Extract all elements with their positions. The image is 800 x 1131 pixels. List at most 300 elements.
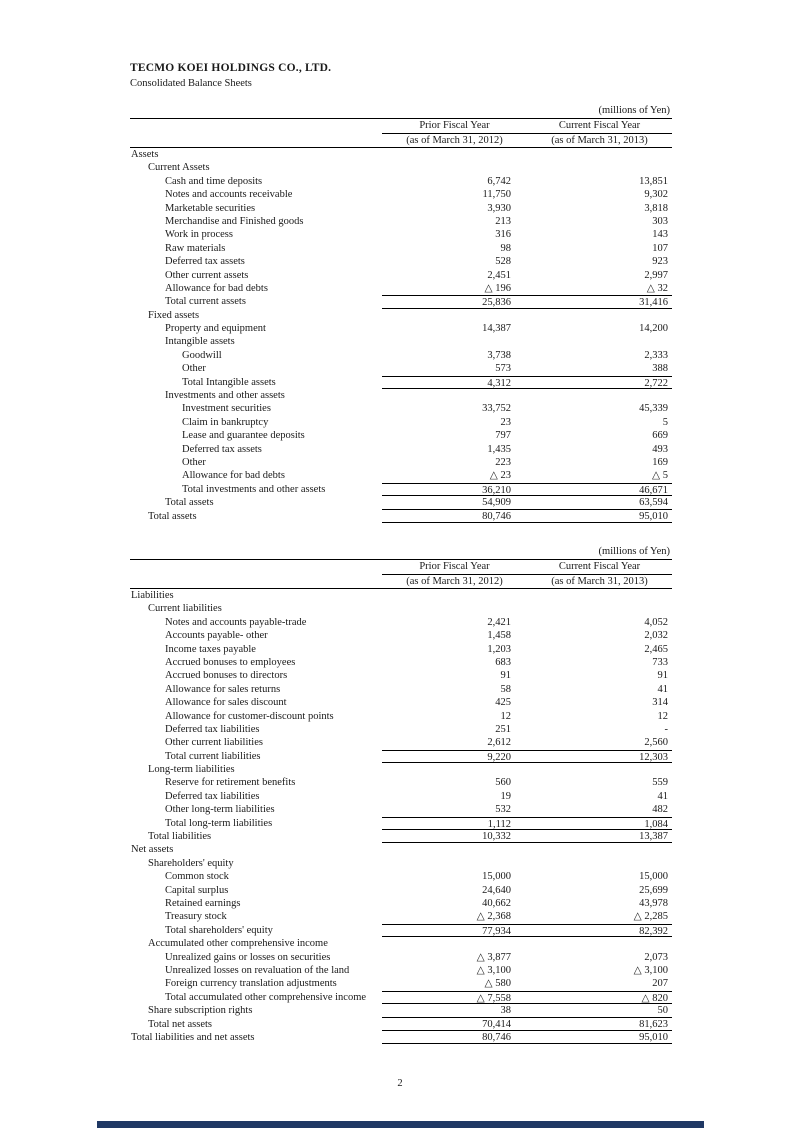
row-values [382,991,672,1004]
table-row [130,790,672,803]
row-values [382,188,672,201]
prior-value: 528 [495,256,511,268]
table-row [130,242,672,255]
row-label: Fixed assets [148,309,200,321]
prior-value: 683 [495,656,511,668]
current-value: 43,978 [639,897,668,909]
current-value: 143 [652,229,668,241]
row-label: Accumulated other comprehensive income [148,938,328,950]
prior-value: 3,738 [487,349,511,361]
row-values [382,817,672,830]
row-label: Raw materials [165,242,226,254]
table-row [130,723,672,736]
prior-value: 1,203 [487,643,511,655]
row-values [382,215,672,228]
row-values [382,148,672,161]
prior-value: 36,210 [482,484,511,496]
current-value: 25,699 [639,884,668,896]
row-values [382,723,672,736]
current-value: 41 [657,683,668,695]
prior-year-header: Prior Fiscal Year [419,561,490,572]
row-label: Claim in bankruptcy [182,416,269,428]
prior-value: 213 [495,215,511,227]
table-row [130,1018,672,1031]
row-label: Notes and accounts payable-trade [165,616,307,628]
current-value: △ 2,285 [633,911,668,923]
row-label: Total current assets [165,296,246,308]
row-label: Current liabilities [148,603,222,615]
table-row [130,175,672,188]
table-row [130,951,672,964]
row-values [382,951,672,964]
prior-value: 80,746 [482,1031,511,1043]
row-label: Unrealized gains or losses on securities [165,951,331,963]
row-label: Total liabilities and net assets [131,1031,255,1043]
table-row [130,510,672,523]
prior-value: 1,112 [487,818,511,830]
current-value: 303 [652,215,668,227]
row-label: Net assets [131,844,174,856]
table-row [130,376,672,389]
row-label: Cash and time deposits [165,175,263,187]
table-row [130,389,672,402]
row-label: Deferred tax liabilities [165,790,260,802]
row-values [382,964,672,977]
prior-value [382,937,527,950]
row-label: Notes and accounts receivable [165,189,293,201]
table-row [130,817,672,830]
row-label: Goodwill [182,349,222,361]
current-value: 31,416 [639,297,668,309]
prior-value: 797 [495,430,511,442]
row-values [382,776,672,789]
table-row [130,710,672,723]
prior-value: 70,414 [482,1018,511,1030]
current-year-header: Current Fiscal Year [558,561,641,572]
current-value: 1,084 [644,818,668,830]
row-values [382,616,672,629]
table-row [130,416,672,429]
current-value: 13,851 [639,175,668,187]
prior-value: 23 [500,416,511,428]
table-row [130,215,672,228]
row-values [382,602,672,615]
row-label: Investments and other assets [165,390,285,402]
table-row [130,269,672,282]
row-values [382,269,672,282]
row-values [382,910,672,923]
row-values [382,937,672,950]
current-value: 95,010 [639,1031,668,1043]
row-label: Total net assets [148,1018,212,1030]
prior-value: 25,836 [482,297,511,309]
current-value: 2,560 [644,737,668,749]
prior-value: 2,421 [487,616,511,628]
current-year-header: Current Fiscal Year [558,120,641,131]
table-row [130,202,672,215]
row-label: Property and equipment [165,323,266,335]
row-values [382,1004,672,1017]
row-values [382,242,672,255]
row-values [382,790,672,803]
row-values [382,389,672,402]
row-values [382,175,672,188]
table-row [130,295,672,308]
table-row [130,188,672,201]
row-values [382,429,672,442]
liabilities-table-header [130,559,672,589]
row-values [382,335,672,348]
table-row [130,696,672,709]
row-label: Total accumulated other comprehensive income [165,991,367,1003]
current-value: 314 [652,697,668,709]
row-values [382,456,672,469]
row-label: Merchandise and Finished goods [165,215,304,227]
prior-value [382,148,527,161]
current-value: 2,032 [644,630,668,642]
current-value: 95,010 [639,510,668,522]
current-value: 81,623 [639,1018,668,1030]
current-value: 63,594 [639,497,668,509]
units-label: (millions of Yen) [598,546,670,557]
table-row [130,309,672,322]
current-value [527,763,672,776]
table-row [130,964,672,977]
row-values [382,161,672,174]
current-value: 207 [652,978,668,990]
liabilities-rows [130,589,672,1044]
current-value [527,602,672,615]
current-value: 91 [657,670,668,682]
current-value [527,857,672,870]
prior-value: 24,640 [482,884,511,896]
current-value: 669 [652,430,668,442]
row-values [382,309,672,322]
assets-rows [130,148,672,523]
prior-value: 10,332 [482,831,511,843]
table-row [130,870,672,883]
row-label: Total assets [148,510,197,522]
current-value [527,309,672,322]
current-value: 2,073 [644,951,668,963]
table-row [130,616,672,629]
document-title: Consolidated Balance Sheets [130,78,252,89]
prior-value: 223 [495,456,511,468]
row-values [382,322,672,335]
row-values [382,696,672,709]
row-label: Accrued bonuses to employees [165,656,296,668]
prior-value: 98 [500,242,511,254]
row-label: Intangible assets [165,336,235,348]
current-value: 12 [657,710,668,722]
header-columns [382,560,672,588]
current-value: 9,302 [644,189,668,201]
row-values [382,870,672,883]
prior-value [382,843,527,856]
prior-year-header: Prior Fiscal Year [419,120,490,131]
table-row [130,884,672,897]
row-values [382,803,672,816]
table-row [130,349,672,362]
row-values [382,656,672,669]
table-row [130,910,672,923]
current-value: 923 [652,256,668,268]
row-label: Capital surplus [165,884,229,896]
table-row [130,656,672,669]
prior-value: 11,750 [482,189,511,201]
current-value [527,843,672,856]
row-values [382,736,672,749]
table-row [130,1004,672,1017]
table-row [130,803,672,816]
current-year-date: (as of March 31, 2013) [551,134,648,146]
current-value: 46,671 [639,484,668,496]
assets-table [130,104,672,523]
row-label: Other long-term liabilities [165,804,275,816]
prior-value [382,589,527,602]
row-values [382,510,672,523]
prior-value: △ 7,558 [476,992,511,1004]
prior-value: 15,000 [482,871,511,883]
row-label: Reserve for retirement benefits [165,777,296,789]
prior-value: △ 3,877 [476,951,511,963]
prior-value: 2,451 [487,269,511,281]
row-values [382,202,672,215]
row-label: Current Assets [148,162,210,174]
prior-value: 33,752 [482,403,511,415]
prior-value: 40,662 [482,897,511,909]
current-value [527,148,672,161]
current-value: △ 32 [646,282,668,294]
prior-value [382,309,527,322]
table-row [130,335,672,348]
row-values [382,295,672,308]
current-value: 5 [662,416,668,428]
prior-value: 425 [495,697,511,709]
row-label: Long-term liabilities [148,764,235,776]
table-row [130,456,672,469]
prior-value: △ 2,368 [476,911,511,923]
page-number: 2 [397,1078,403,1089]
row-label: Allowance for customer-discount points [165,710,334,722]
prior-value: 560 [495,777,511,789]
row-values [382,376,672,389]
row-label: Total Intangible assets [182,376,276,388]
current-value: 14,200 [639,323,668,335]
current-value: △ 5 [652,470,668,482]
prior-value: 6,742 [487,175,511,187]
row-values [382,857,672,870]
current-value: 50 [657,1005,668,1017]
row-values [382,643,672,656]
row-values [382,710,672,723]
table-row [130,282,672,295]
row-label: Other [182,456,206,468]
prior-value: 3,930 [487,202,511,214]
current-year-date: (as of March 31, 2013) [551,575,648,587]
row-label: Total investments and other assets [182,483,326,495]
units-label: (millions of Yen) [598,105,670,116]
row-label: Liabilities [131,590,174,601]
table-row [130,937,672,950]
prior-value: △ 23 [489,470,511,482]
table-row [130,924,672,937]
prior-value [382,763,527,776]
current-value [527,161,672,174]
current-value [527,937,672,950]
prior-value: 19 [500,790,511,802]
table-row [130,161,672,174]
current-value: 493 [652,443,668,455]
row-label: Accrued bonuses to directors [165,670,288,682]
liabilities-net-assets-table [130,545,672,1044]
row-label: Assets [131,149,159,160]
prior-value: 58 [500,683,511,695]
table-row [130,602,672,615]
prior-value: 4,312 [487,377,511,389]
table-row [130,496,672,509]
row-label: Marketable securities [165,202,256,214]
prior-value: 14,387 [482,323,511,335]
prior-year-date: (as of March 31, 2012) [406,134,503,146]
row-label: Other current assets [165,269,249,281]
table-row [130,322,672,335]
row-label: Unrealized losses on revaluation of the land [165,964,350,976]
row-values [382,469,672,482]
row-label: Accounts payable- other [165,630,268,642]
row-values [382,349,672,362]
table-row [130,589,672,602]
current-value [527,589,672,602]
prior-value: 316 [495,229,511,241]
prior-value [382,335,527,348]
row-values [382,830,672,843]
table-row [130,977,672,990]
prior-value [382,389,527,402]
row-values [382,683,672,696]
row-label: Deferred tax liabilities [165,723,260,735]
current-value: △ 3,100 [633,964,668,976]
current-value: 2,722 [644,377,668,389]
table-row [130,736,672,749]
prior-value [382,602,527,615]
prior-value: 532 [495,804,511,816]
row-values [382,669,672,682]
row-label: Allowance for bad debts [165,282,268,294]
table-row [130,669,672,682]
table-row [130,429,672,442]
current-value: 169 [652,456,668,468]
row-values [382,977,672,990]
row-values [382,1031,672,1044]
current-value: 482 [652,804,668,816]
current-value: 41 [657,790,668,802]
footer-bar [97,1121,704,1128]
row-label: Lease and guarantee deposits [182,430,305,442]
row-label: Investment securities [182,403,271,415]
row-label: Deferred tax assets [182,443,262,455]
row-label: Allowance for sales discount [165,697,287,709]
row-values [382,589,672,602]
current-value: 107 [652,242,668,254]
table-row [130,763,672,776]
row-label: Deferred tax assets [165,256,245,268]
prior-value: 77,934 [482,925,511,937]
prior-value: 1,458 [487,630,511,642]
row-label: Allowance for bad debts [182,470,285,482]
row-values [382,402,672,415]
table-row [130,843,672,856]
current-value: 12,303 [639,751,668,763]
prior-value: 38 [500,1005,511,1017]
current-value: 388 [652,363,668,375]
prior-value: 54,909 [482,497,511,509]
table-row [130,776,672,789]
prior-value: 1,435 [487,443,511,455]
prior-value: 9,220 [487,751,511,763]
table-row [130,750,672,763]
table-row [130,402,672,415]
row-label: Shareholders' equity [148,857,234,869]
prior-value: △ 3,100 [476,964,511,976]
current-value [527,389,672,402]
prior-value: 251 [495,723,511,735]
assets-table-header [130,118,672,148]
row-values [382,416,672,429]
current-value: 82,392 [639,925,668,937]
table-row [130,683,672,696]
table-row [130,643,672,656]
prior-value: △ 580 [484,978,511,990]
table-row [130,255,672,268]
table-row [130,857,672,870]
prior-value: 12 [500,710,511,722]
table-row [130,362,672,375]
current-value: 2,997 [644,269,668,281]
row-label: Common stock [165,871,229,883]
current-value: 733 [652,656,668,668]
table-row [130,443,672,456]
row-label: Total assets [165,497,214,509]
current-value: △ 820 [641,992,668,1004]
current-value: 13,387 [639,831,668,843]
row-values [382,282,672,295]
header-columns [382,119,672,147]
header-label-spacer [130,119,382,147]
current-value: 15,000 [639,871,668,883]
table-row [130,469,672,482]
prior-value [382,857,527,870]
row-values [382,843,672,856]
row-values [382,884,672,897]
row-values [382,763,672,776]
current-value: 45,339 [639,403,668,415]
row-label: Retained earnings [165,897,241,909]
row-values [382,897,672,910]
prior-value: 80,746 [482,510,511,522]
row-label: Total liabilities [148,831,212,843]
current-value [527,335,672,348]
prior-year-date: (as of March 31, 2012) [406,575,503,587]
row-values [382,228,672,241]
row-values [382,255,672,268]
row-values [382,362,672,375]
current-value: 4,052 [644,616,668,628]
row-values [382,750,672,763]
current-value: - [664,723,668,735]
table-row [130,629,672,642]
row-label: Work in process [165,229,233,241]
